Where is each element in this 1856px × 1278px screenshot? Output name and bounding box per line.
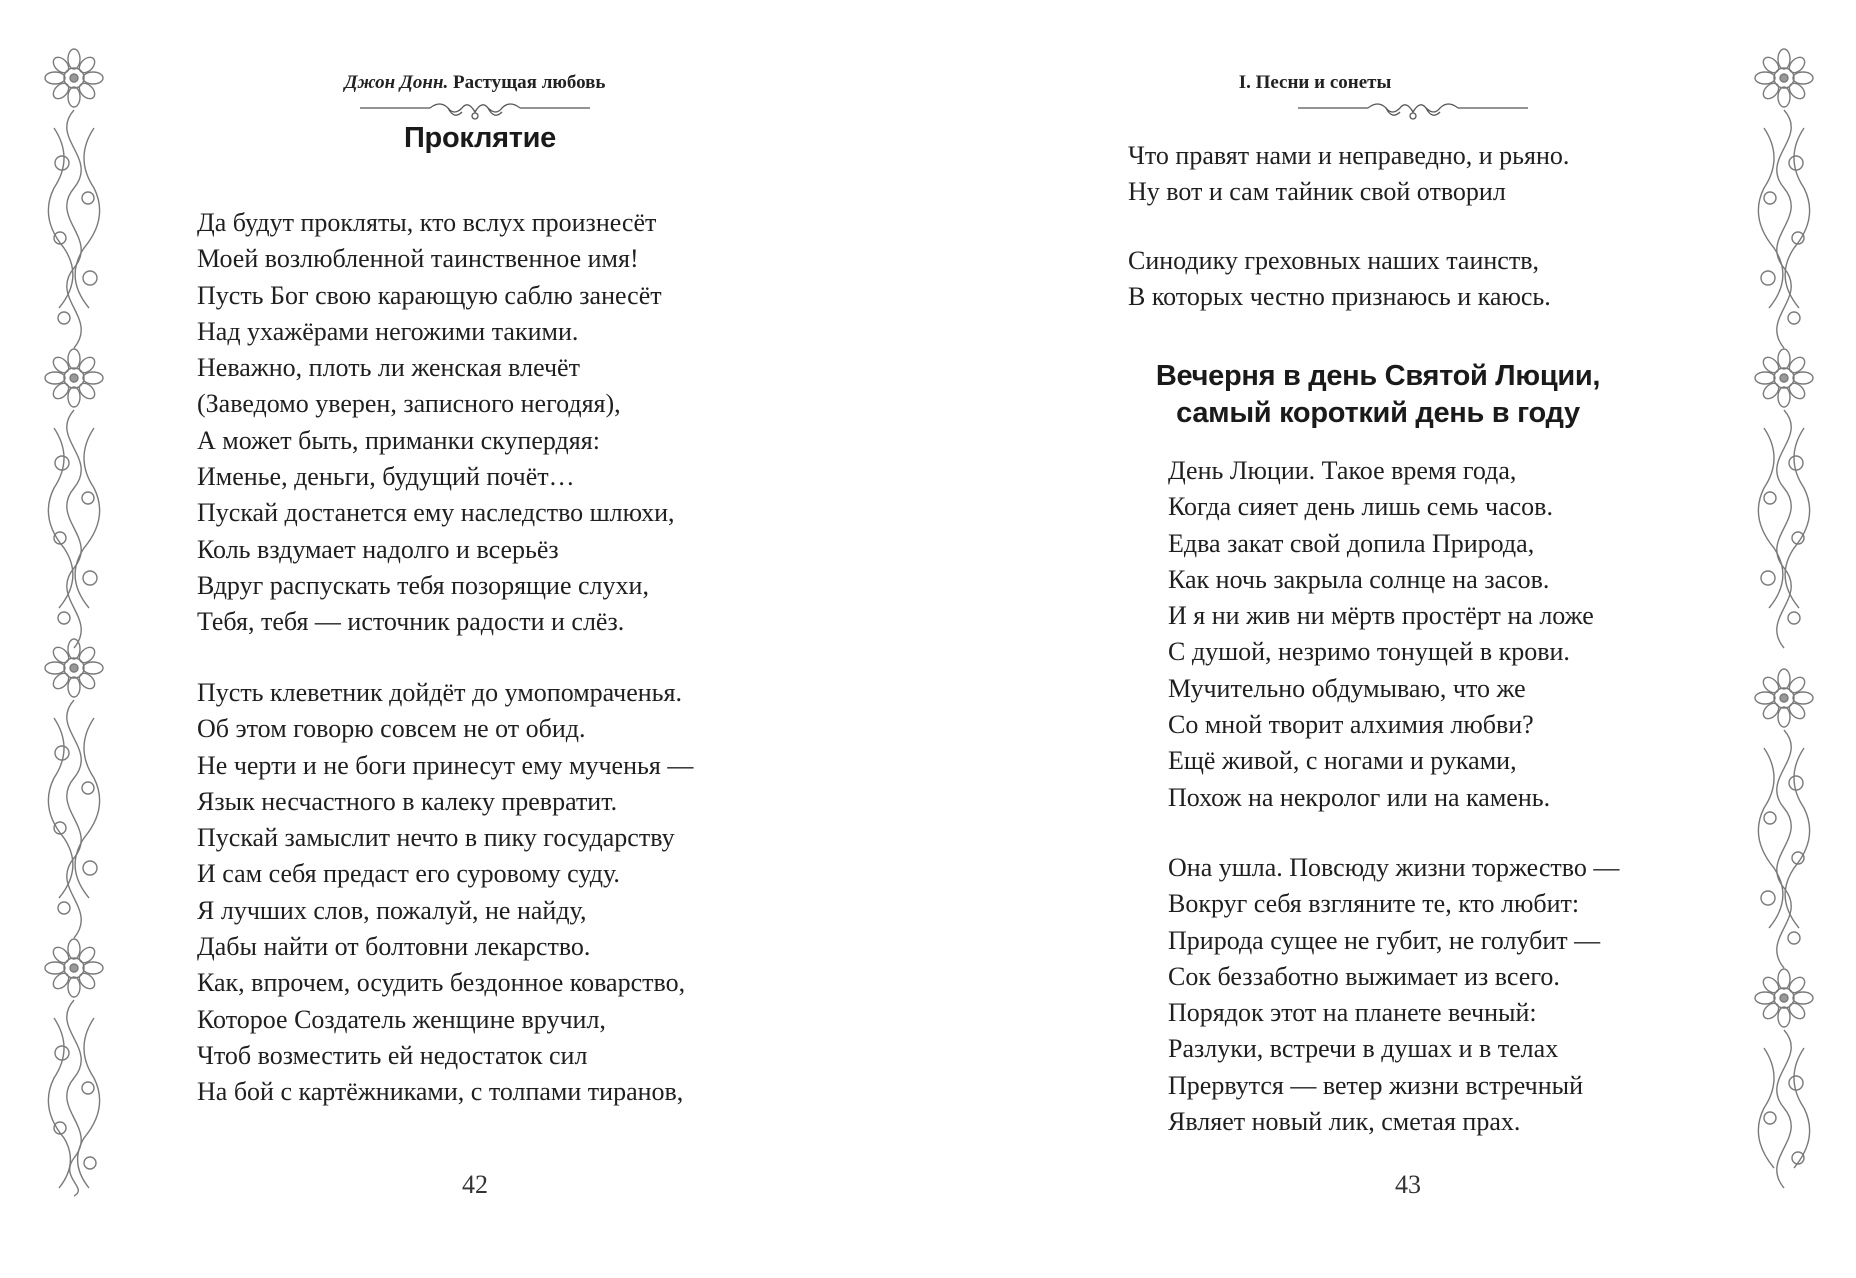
verse-line: Разлуки, встречи в душах и в телах — [1168, 1034, 1559, 1064]
verse-line: И сам себя предаст его суровому суду. — [197, 859, 620, 889]
verse-line: Вокруг себя взгляните те, кто любит: — [1168, 889, 1580, 919]
verse-line: Природа сущее не губит, не голубит — — [1168, 925, 1601, 955]
poem-title — [1118, 358, 1638, 432]
verse-line: Неважно, плоть ли женская влечёт — [197, 353, 580, 383]
verse-line: И я ни жив ни мёртв простёрт на ложе — [1168, 601, 1594, 631]
verse-line: Дабы найти от болтовни лекарство. — [197, 932, 591, 962]
verse-line: Похож на некролог или на камень. — [1168, 782, 1551, 812]
verse-line: Как, впрочем, осудить бездонное коварство, — [197, 968, 686, 998]
verse-line: Прервутся — ветер жизни встречный — [1168, 1070, 1584, 1100]
stanza-2 — [197, 675, 693, 1111]
poem-title-line: Вечерня в день Святой Люции, — [1155, 360, 1601, 392]
verse-line: Что правят нами и неправедно, и рьяно. — [1128, 141, 1570, 170]
running-header: I. Песни и сонеты — [1238, 72, 1392, 93]
verse-line: Мучительно обдумываю, что же — [1168, 673, 1526, 703]
header-author: Джон Донн. — [344, 72, 449, 93]
verse-line: Да будут прокляты, кто вслух произнесёт — [197, 208, 657, 237]
verse-line: Когда сияет день лишь семь часов. — [1168, 492, 1553, 522]
verse-line: Пусть Бог свою карающую саблю занесёт — [197, 280, 662, 310]
verse-line: Я лучших слов, пожалуй, не найду, — [197, 895, 587, 925]
stanza-1 — [197, 205, 674, 641]
right-page — [928, 0, 1856, 1278]
verse-line: А может быть, приманки скупердяя: — [197, 425, 600, 455]
verse-line: Как ночь закрыла солнце на засов. — [1168, 564, 1550, 594]
verse-line: Не черти и не боги принесут ему мученья — — [197, 750, 694, 780]
verse-line: Моей возлюбленной таинственное имя! — [197, 244, 639, 274]
verse-line: Чтоб возместить ей недостаток сил — [197, 1040, 588, 1070]
verse-line: Которое Создатель женщине вручил, — [197, 1004, 606, 1034]
verse-line: Ещё живой, с ногами и руками, — [1168, 746, 1517, 776]
verse-line: Коль вздумает надолго и всерьёз — [197, 534, 559, 564]
verse-line: Вдруг распускать тебя позорящие слухи, — [197, 570, 649, 600]
verse-line: Язык несчастного в калеку превратит. — [197, 786, 618, 816]
verse-line: Ну вот и сам тайник свой отворил — [1128, 177, 1506, 207]
verse-line: Тебя, тебя — источник радости и слёз. — [197, 607, 625, 637]
continued-stanza-2 — [1128, 243, 1551, 316]
verse-line: Сок беззаботно выжимает из всего. — [1168, 961, 1560, 991]
verse-line: Она ушла. Повсюду жизни торжество — — [1168, 853, 1620, 882]
verse-line: Над ухажёрами негожими такими. — [197, 316, 579, 346]
header-scroll-ornament — [1298, 98, 1528, 128]
verse-line: Со мной творит алхимия любви? — [1168, 710, 1534, 740]
verse-line: Синодику греховных наших таинств, — [1128, 246, 1539, 275]
verse-line: (Заведомо уверен, записного негодяя), — [197, 389, 621, 419]
verse-line: День Люции. Такое время года, — [1168, 456, 1517, 485]
page-number: 42 — [462, 1170, 488, 1199]
verse-line: Об этом говорю совсем не от обид. — [197, 714, 586, 744]
verse-line: В которых честно признаюсь и каюсь. — [1128, 282, 1551, 312]
verse-line: Пускай достанется ему наследство шлюхи, — [197, 498, 675, 528]
header-book-title: Растущая любовь — [453, 72, 606, 93]
verse-line: С душой, незримо тонущей в крови. — [1168, 637, 1570, 667]
stanza-2 — [1168, 850, 1619, 1140]
verse-line: На бой с картёжниками, с толпами тиранов, — [197, 1077, 684, 1107]
verse-line: Являет новый лик, сметая прах. — [1168, 1107, 1521, 1137]
verse-line: Пускай замыслит нечто в пику государству — [197, 823, 675, 853]
verse-line: Именье, деньги, будущий почёт… — [197, 462, 575, 492]
verse-line: Пусть клеветник дойдёт до умопомраченья. — [197, 678, 682, 707]
running-header — [325, 72, 625, 94]
page-number: 43 — [1395, 1170, 1421, 1199]
verse-line: Порядок этот на планете вечный: — [1168, 998, 1537, 1028]
poem-title: Проклятие — [404, 122, 556, 154]
continued-stanza-1 — [1128, 138, 1569, 211]
verse-line: Едва закат свой допила Природа, — [1168, 528, 1535, 558]
poem-title-line: самый короткий день в году — [1176, 397, 1580, 429]
stanza-1 — [1168, 453, 1594, 816]
